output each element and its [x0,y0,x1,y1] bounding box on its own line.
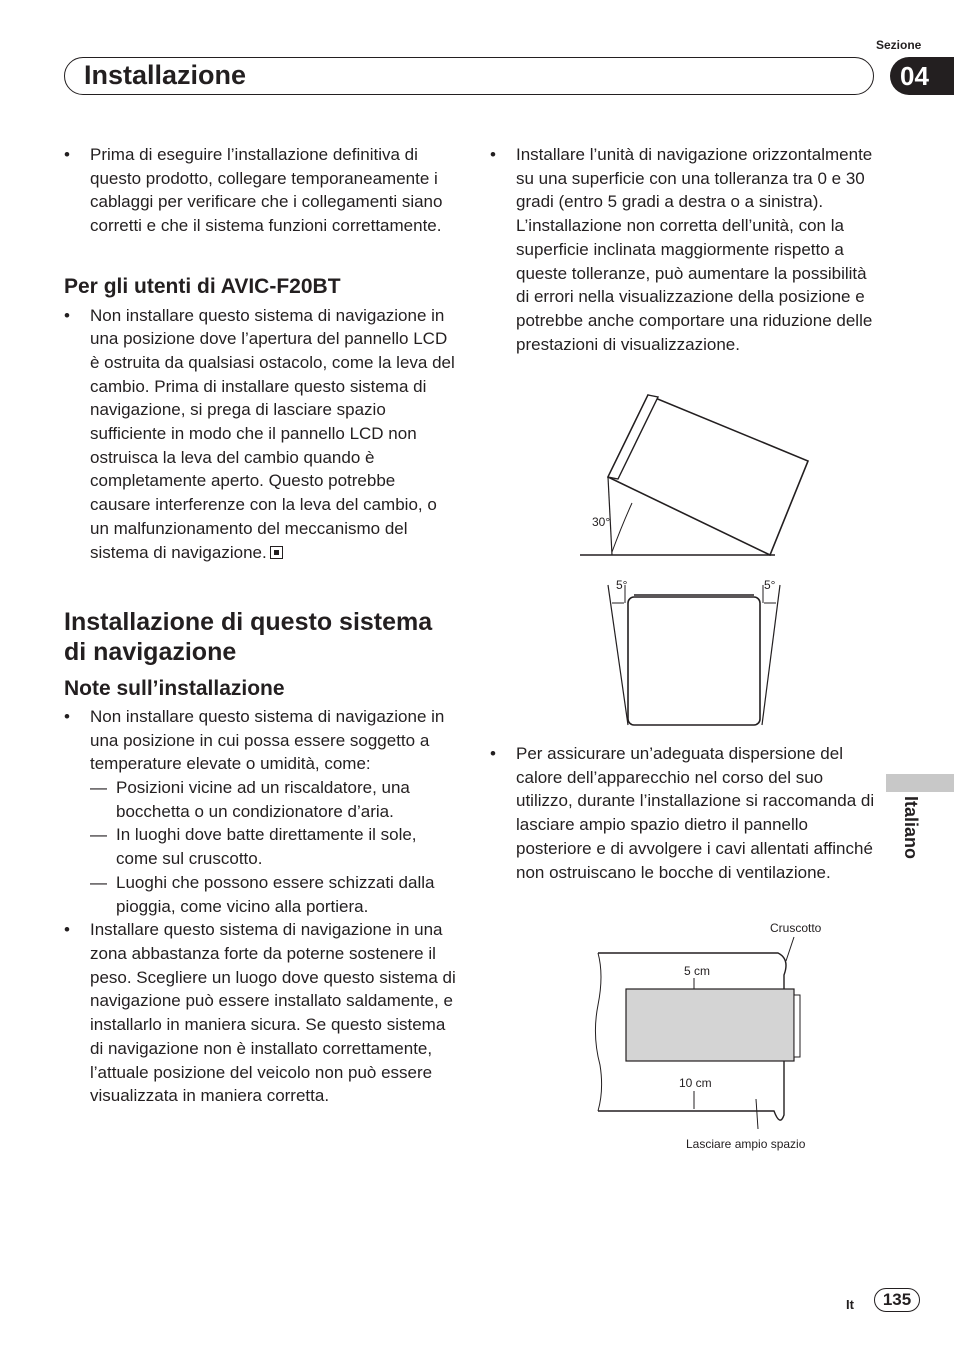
unit-block [626,989,794,1061]
intro-bullet: • Prima di eseguire l’installazione definitiva di questo prodotto, collegare temporaneamente i cablaggi per verificare che i collegamenti siano corretti e che il sistema funzioni correttamente. [64,143,456,238]
side-tolerance-diagram [600,575,790,730]
notes-bullet-conditions: • Non installare questo sistema di navigazione in una posizione in cui possa essere soggetto a temperature elevate o umidità, come: [64,705,456,776]
space-label: Lasciare ampio spazio [686,1137,806,1151]
language-tab-marker [886,774,954,792]
notes-bullet-mounting: • Installare questo sistema di navigazione in una zona abbastanza forte da poterne sostenere il peso. Scegliere un luogo dove questo sistema di navigazione può essere installato saldamente, e installarlo in maniera sicura. Se questo sistema di navigazione non è installato correttamente, l’attuale posizione del veicolo non può essere visualizzata in maniera corretta. [64,918,456,1108]
dash-mark: — [90,872,107,892]
main-section-heading: Installazione di questo sistema di navigazione [64,608,433,667]
left-column [64,143,456,1108]
avic-heading: Per gli utenti di AVIC-F20BT [64,274,341,298]
bottom-gap-label: 10 cm [679,1076,712,1090]
tilt-angle-label: 30° [592,515,611,529]
right-angle-label: 5° [764,578,776,592]
page-title: Installazione [84,60,247,90]
avic-bullet-text: Non installare questo sistema di navigazione in una posizione dove l’apertura del pannello LCD è ostruita da qualsiasi ostacolo, come la leva del cambio. Prima di installare questo sistema di navigazione, si prega di lasciare spazio sufficiente in modo che il pannello LCD non ostruisca la leva del cambio quando è completamente aperto. Questo potrebbe causare interferenze con la leva del cambio, o un malfunzionamento del meccanismo del sistema di navigazione. [90,305,455,562]
dash-mark: — [90,825,107,845]
unit-front [628,597,760,725]
dash-item [64,871,456,918]
section-number-badge: 04 [890,57,954,95]
right-column [490,143,882,356]
ventilation-diagram [590,915,850,1160]
right-tilt-line [762,585,780,725]
dash-item-text: Luoghi che possono essere schizzati dalla pioggia, come vicino alla portiera. [116,872,435,916]
dash-item-text: In luoghi dove batte direttamente il sole, come sul cruscotto. [116,825,417,869]
end-mark-icon [270,546,283,559]
language-code: It [846,1297,854,1312]
top-gap-label: 5 cm [684,964,711,978]
dash-item-text: Posizioni vicine ad un riscaldatore, una bocchetta o un condizionatore d’aria. [116,778,410,821]
tilt-angle-diagram [560,385,830,565]
dashboard-label: Cruscotto [770,921,822,935]
page-number: 135 [874,1288,920,1312]
left-tilt-line [608,585,628,725]
left-angle-label: 5° [616,578,628,592]
tilt-bullet: • Installare l’unità di navigazione orizzontalmente su una superficie con una tolleranza tra 0 e 30 gradi (entro 5 gradi a destra o a sinistra). L’installazione non corretta dell’unità, con la superficie inclinata maggiormente rispetto a queste tolleranze, può aumentare la possibilità di errori nella visualizzazione della posizione e potrebbe anche comportare una riduzione delle prestazioni di visualizzazione. [490,143,882,356]
dash-item [64,823,456,870]
notes-heading: Note sull’installazione [64,677,285,701]
angle-arc [612,503,632,552]
dash-item [64,776,456,823]
heat-bullet: • Per assicurare un’adeguata dispersione del calore dell’apparecchio nel corso del suo utilizzo, durante l’installazione si raccomanda di lasciare ampio spazio dietro il pannello posteriore e di avvolgere i cavi allentati affinché non ostruiscano le bocche di ventilazione. [490,742,882,884]
right-column-lower [490,742,882,884]
dash-mark: — [90,778,107,798]
section-label: Sezione [876,38,922,52]
avic-bullet [64,304,456,565]
language-tab-label: Italiano [901,796,921,860]
